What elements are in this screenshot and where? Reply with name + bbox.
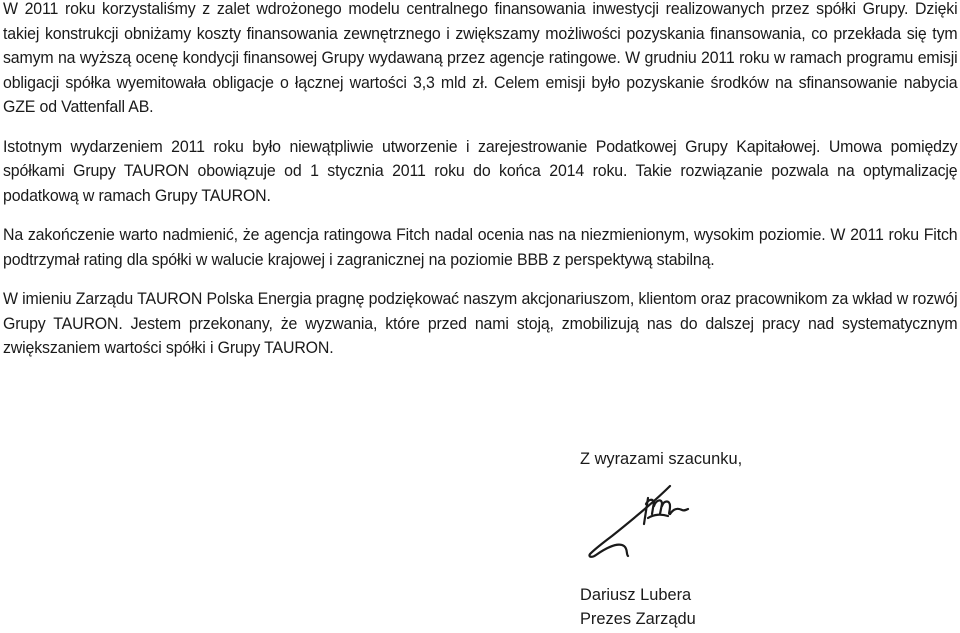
handwritten-signature	[584, 484, 690, 560]
signer-title: Prezes Zarządu	[580, 610, 696, 628]
paragraph-tax-group: Istotnym wydarzeniem 2011 roku było niewątpliwie utworzenie i zarejestrowanie Podatkowej Grupy Kapitałowej. Umowa pomiędzy spółkami Grupy TAURON obowiązuje od 1 stycznia 2011 roku do końca 2014 roku. Takie rozwiązanie pozwala na optymalizację podatkową w ramach Grupy TAURON.	[3, 137, 958, 205]
paragraph-financing: W 2011 roku korzystaliśmy z zalet wdrożonego modelu centralnego finansowania inwestycji realizowanych przez spółki Grupy. Dzięki takiej konstrukcji obniżamy koszty finansowania zewnętrznego i zwiększamy możliwości pozyskania finansowania, co przekłada się tym samym na wyższą ocenę kondycji finansowej Grupy wydawaną przez agencje ratingowe. W grudniu 2011 roku w ramach programu emisji obligacji spółka wyemitowała obligacje o łącznej wartości 3,3 mld zł. Celem emisji było pozyskanie środków na sfinansowanie nabycia GZE od Vattenfall AB.	[3, 0, 958, 116]
closing-salutation: Z wyrazami szacunku,	[580, 450, 743, 468]
signer-block	[580, 583, 696, 631]
letter-body	[3, 0, 957, 376]
paragraph-thanks: W imieniu Zarządu TAURON Polska Energia pragnę podziękować naszym akcjonariuszom, klientom oraz pracownikom za wkład w rozwój Grupy TAURON. Jestem przekonany, że wyzwania, które przed nami stoją, zmobilizują nas do dalszej pracy nad systematycznym zwiększaniem wartości spółki i Grupy TAURON.	[3, 290, 958, 357]
signer-name: Dariusz Lubera	[580, 586, 692, 604]
paragraph-rating: Na zakończenie warto nadmienić, że agencja ratingowa Fitch nadal ocenia nas na niezmienionym, wysokim poziomie. W 2011 roku Fitch podtrzymał rating dla spółki w walucie krajowej i zagranicznej na poziomie BBB z perspektywą stabilną.	[3, 226, 958, 269]
